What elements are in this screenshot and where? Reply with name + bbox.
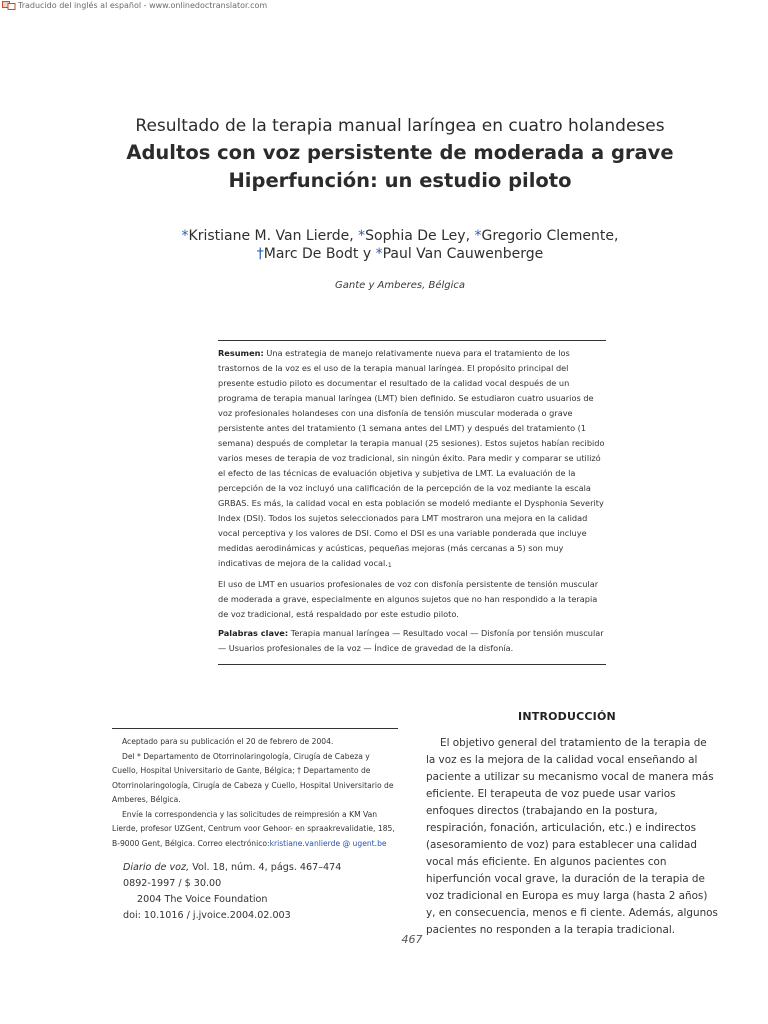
authors-line-1 (0, 228, 768, 244)
correspondence-text: Envíe la correspondencia y las solicitudes de reimpresión a KM Van Lierde, profesor UZGent, Centrum voor Gehoor- en spraakrevalidatie, 185, B-9000 Gent, Bélgica. Correo electrónico: (112, 809, 395, 848)
abstract-text: Una estrategia de manejo relativamente nueva para el tratamiento de los trastornos de la voz es el uso de la terapia manual laríngea. El propósito principal del presente estudio piloto es documentar el resultado de la calidad vocal después de un programa de terapia manual laríngea (LMT) bien definido. Se estudiaron cuatro usuarios de voz profesionales holandeses con una disfonía de tensión muscular moderada o grave persistente antes del tratamiento (1 semana antes del LMT) y después del tratamiento (1 semana) después de completar la terapia manual (25 sesiones). Estos sujetos habían recibido varios meses de terapia de voz tradicional, sin ningún éxito. Para medir y comparar se utilizó el efecto de las técnicas de evaluación objetiva y subjetiva de LMT. La evaluación de la percepción de la voz incluyó una calificación de la percepción de la voz mediante la escala GRBAS. Es más, la calidad vocal en esta población se modeló mediante el Dysphonia Severity Index (DSI). Todos los sujetos seleccionados para LMT mostraron una mejora en la calidad vocal perceptiva y los valores de DSI. Como el DSI es una variable ponderada que incluye medidas aerodinámicas y acústicas, pequeñas mejoras (más cercanas a 5) son muy indicativas de mejora de la calidad vocal. (218, 348, 605, 568)
page-number: 467 (401, 933, 423, 946)
journal-info (123, 860, 341, 924)
author-name: Gregorio Clemente, (481, 228, 619, 244)
journal-citation (123, 860, 341, 876)
introduction-text: El objetivo general del tratamiento de la terapia de la voz es la mejora de la calidad vocal enseñando al paciente a utilizar su mecanismo vocal de manera más eficiente. El terapeuta de voz puede usar varios enfoques directos (trabajando en la postura, respiración, fonación, articulación, etc.) e indirectos (asesoramiento de voz) para establecer una calidad vocal más eficiente. En algunos pacientes con hiperfunción vocal grave, la duración de la terapia de voz tradicional en Europa es muy larga (hasta 2 años) y, en consecuencia, menos e fi ciente. Además, algunos pacientes no responden a la terapia tradicional. (426, 737, 718, 936)
author-name: Kristiane M. Van Lierde, (188, 228, 359, 244)
footnotes (112, 728, 398, 851)
author-name: Paul Van Cauwenberge (382, 246, 544, 262)
abstract-conclusion: El uso de LMT en usuarios profesionales de voz con disfonía persistente de tensión muscular de moderada a grave, especialmente en algunos sujetos que no han respondido a la terapia de voz tradicional, está respaldado por este estudio piloto. (218, 579, 599, 619)
abstract-paragraph (218, 346, 606, 573)
journal-copyright: 2004 The Voice Foundation (137, 894, 268, 905)
section-heading-introduction: INTRODUCCIÓN (518, 710, 616, 723)
journal-doi: doi: 10.1016 / j.jvoice.2004.02.003 (123, 910, 291, 921)
affil-mark-star: * (181, 228, 189, 244)
title-line-2: Adultos con voz persistente de moderada a grave (126, 141, 674, 164)
abstract-box (218, 340, 606, 665)
affil-mark-star: * (474, 228, 482, 244)
author-name: Sophia De Ley, (365, 228, 475, 244)
journal-issn: 0892-1997 / $ 30.00 (123, 878, 222, 889)
journal-volume: Vol. 18, núm. 4, págs. 467–474 (189, 862, 342, 873)
affil-mark-dagger: † (256, 246, 264, 262)
footnote-marker: 1 (387, 562, 392, 569)
footnote-accepted: Aceptado para su publicación el 20 de febrero de 2004. (122, 737, 334, 746)
title-line-3: Hiperfunción: un estudio piloto (228, 169, 572, 192)
title-line-1: Resultado de la terapia manual laríngea en cuatro holandeses (135, 116, 665, 136)
translator-bar (0, 0, 267, 11)
affil-mark-star: * (375, 246, 383, 262)
footnote-department: Del * Departamento de Otorrinolaringología, Cirugía de Cabeza y Cuello, Hospital Universitario de Gante, Bélgica; † Departamento de Otorrinolaringología, Cirugía de Cabeza y Cuello, Hospital Universitario de Amberes, Bélgica. (112, 751, 394, 804)
affiliation: Gante y Amberes, Bélgica (334, 280, 466, 291)
email-link[interactable]: kristiane.vanlierde @ ugent.be (269, 838, 387, 848)
author-name: Marc De Bodt y (263, 246, 376, 262)
keywords-label: Palabras clave: (218, 628, 289, 638)
translator-link[interactable]: Traducido del inglés al español - www.onlinedoctranslator.com (18, 0, 268, 10)
footnote-correspondence (112, 808, 398, 852)
abstract-label: Resumen: (218, 348, 264, 358)
keywords-text: Terapia manual laríngea — Resultado vocal — Disfonía por tensión muscular — Usuarios profesionales de la voz — Índice de gravedad de la disfonía. (218, 628, 604, 653)
translator-icon (2, 1, 16, 10)
affil-mark-star: * (358, 228, 366, 244)
authors-line-2 (0, 246, 768, 262)
keywords (218, 626, 606, 656)
journal-name: Diario de voz, (123, 862, 190, 873)
